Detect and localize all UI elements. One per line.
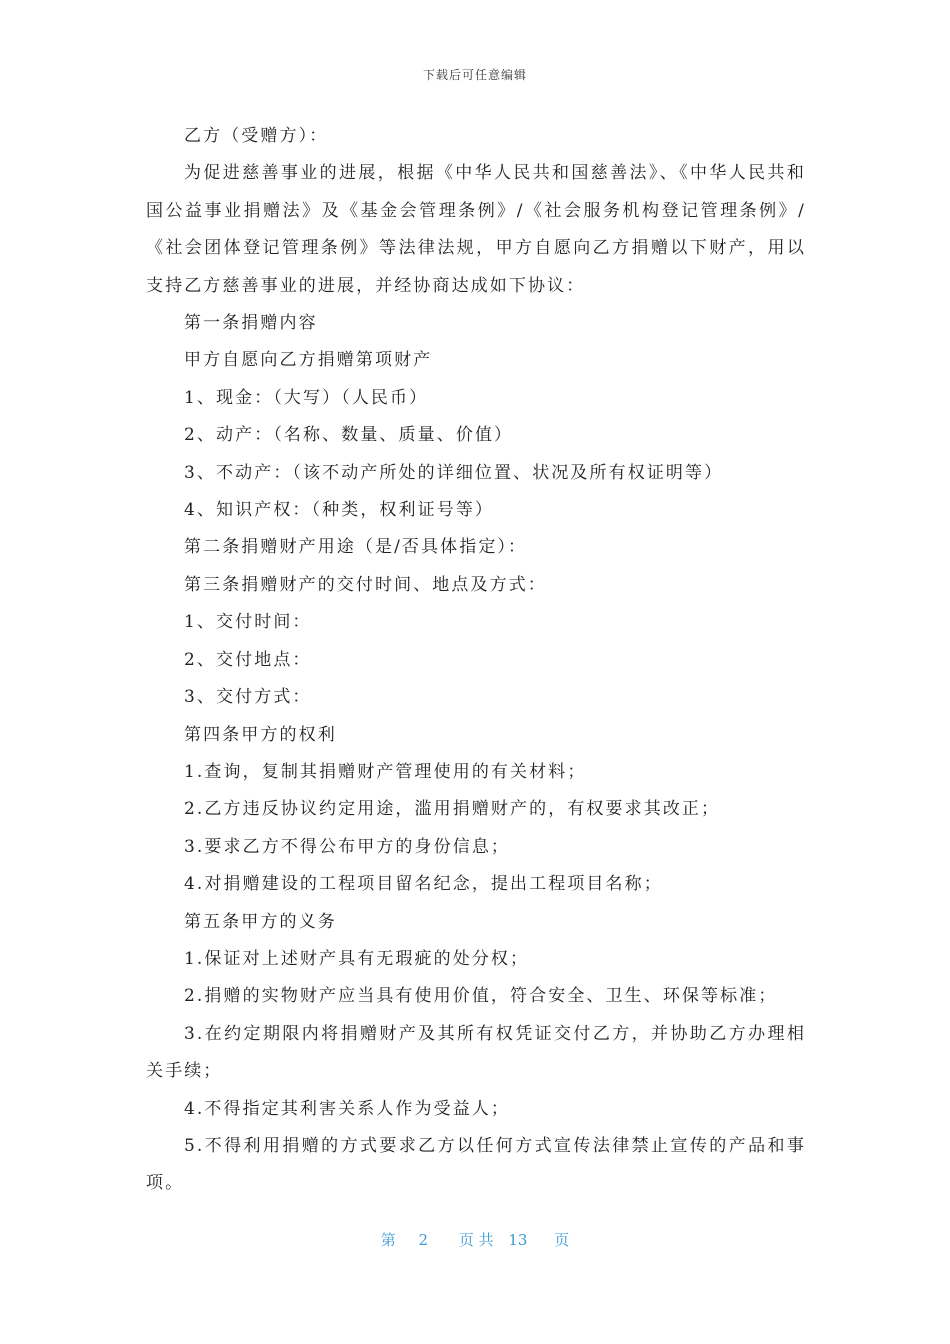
footer-page-number: 2 xyxy=(418,1231,429,1249)
list-item-right-3: 3.要求乙方不得公布甲方的身份信息； xyxy=(184,836,511,857)
list-item-right-2: 2.乙方违反协议约定用途，滥用捐赠财产的，有权要求其改正； xyxy=(184,799,721,820)
footer-ye: 页 xyxy=(554,1231,570,1249)
paragraph-party-b: 乙方（受赠方）： xyxy=(184,126,329,146)
article-3-heading: 第三条捐赠财产的交付时间、地点及方式： xyxy=(184,574,547,595)
paragraph-preamble: 为促进慈善事业的进展，根据《中华人民共和国慈善法》、《中华人民共和国公益事业捐赠法》及《基金会管理条例》/《社会服务机构登记管理条例》/《社会团体登记管理条例》等法律法规，甲方自愿向乙方捐赠以下财产，用以支持乙方慈善事业的进展，并经协商达成如下协议： xyxy=(146,163,806,296)
page-footer xyxy=(0,1229,950,1250)
footer-ye-gong: 页 共 xyxy=(458,1231,494,1249)
list-item-duty-5: 5.不得利用捐赠的方式要求乙方以任何方式宣传法律禁止宣传的产品和事项。 xyxy=(146,1135,806,1194)
article-4-heading: 第四条甲方的权利 xyxy=(184,724,337,745)
article-1-heading: 第一条捐赠内容 xyxy=(184,313,318,334)
footer-di: 第 xyxy=(380,1231,396,1249)
list-item-right-1: 1.查询，复制其捐赠财产管理使用的有关材料； xyxy=(184,761,587,782)
list-item-cash: 1、现金：（大写）（人民币） xyxy=(184,387,429,408)
document-body xyxy=(146,118,806,1203)
list-item-duty-4: 4.不得指定其利害关系人作为受益人； xyxy=(184,1098,511,1119)
list-item-intellectual-property: 4、知识产权：（种类，权利证号等） xyxy=(184,500,495,521)
article-5-heading: 第五条甲方的义务 xyxy=(184,911,337,932)
list-item-real-estate: 3、不动产：（该不动产所处的详细位置、状况及所有权证明等） xyxy=(184,462,724,483)
list-item-movable-property: 2、动产：（名称、数量、质量、价值） xyxy=(184,425,514,446)
page-header: 下载后可任意编辑 xyxy=(422,68,527,82)
paragraph-donation-items: 甲方自愿向乙方捐赠第项财产 xyxy=(184,350,433,371)
article-2-heading: 第二条捐赠财产用途（是/否具体指定）： xyxy=(184,537,528,558)
list-item-delivery-place: 2、交付地点： xyxy=(184,649,312,670)
list-item-delivery-time: 1、交付时间： xyxy=(184,612,312,633)
footer-total-pages: 13 xyxy=(508,1231,528,1249)
list-item-right-4: 4.对捐赠建设的工程项目留名纪念，提出工程项目名称； xyxy=(184,874,663,895)
list-item-duty-3: 3.在约定期限内将捐赠财产及其所有权凭证交付乙方，并协助乙方办理相关手续； xyxy=(146,1023,806,1082)
list-item-delivery-method: 3、交付方式： xyxy=(184,687,312,708)
list-item-duty-1: 1.保证对上述财产具有无瑕疵的处分权； xyxy=(184,948,530,969)
list-item-duty-2: 2.捐赠的实物财产应当具有使用价值，符合安全、卫生、环保等标准； xyxy=(184,986,778,1007)
